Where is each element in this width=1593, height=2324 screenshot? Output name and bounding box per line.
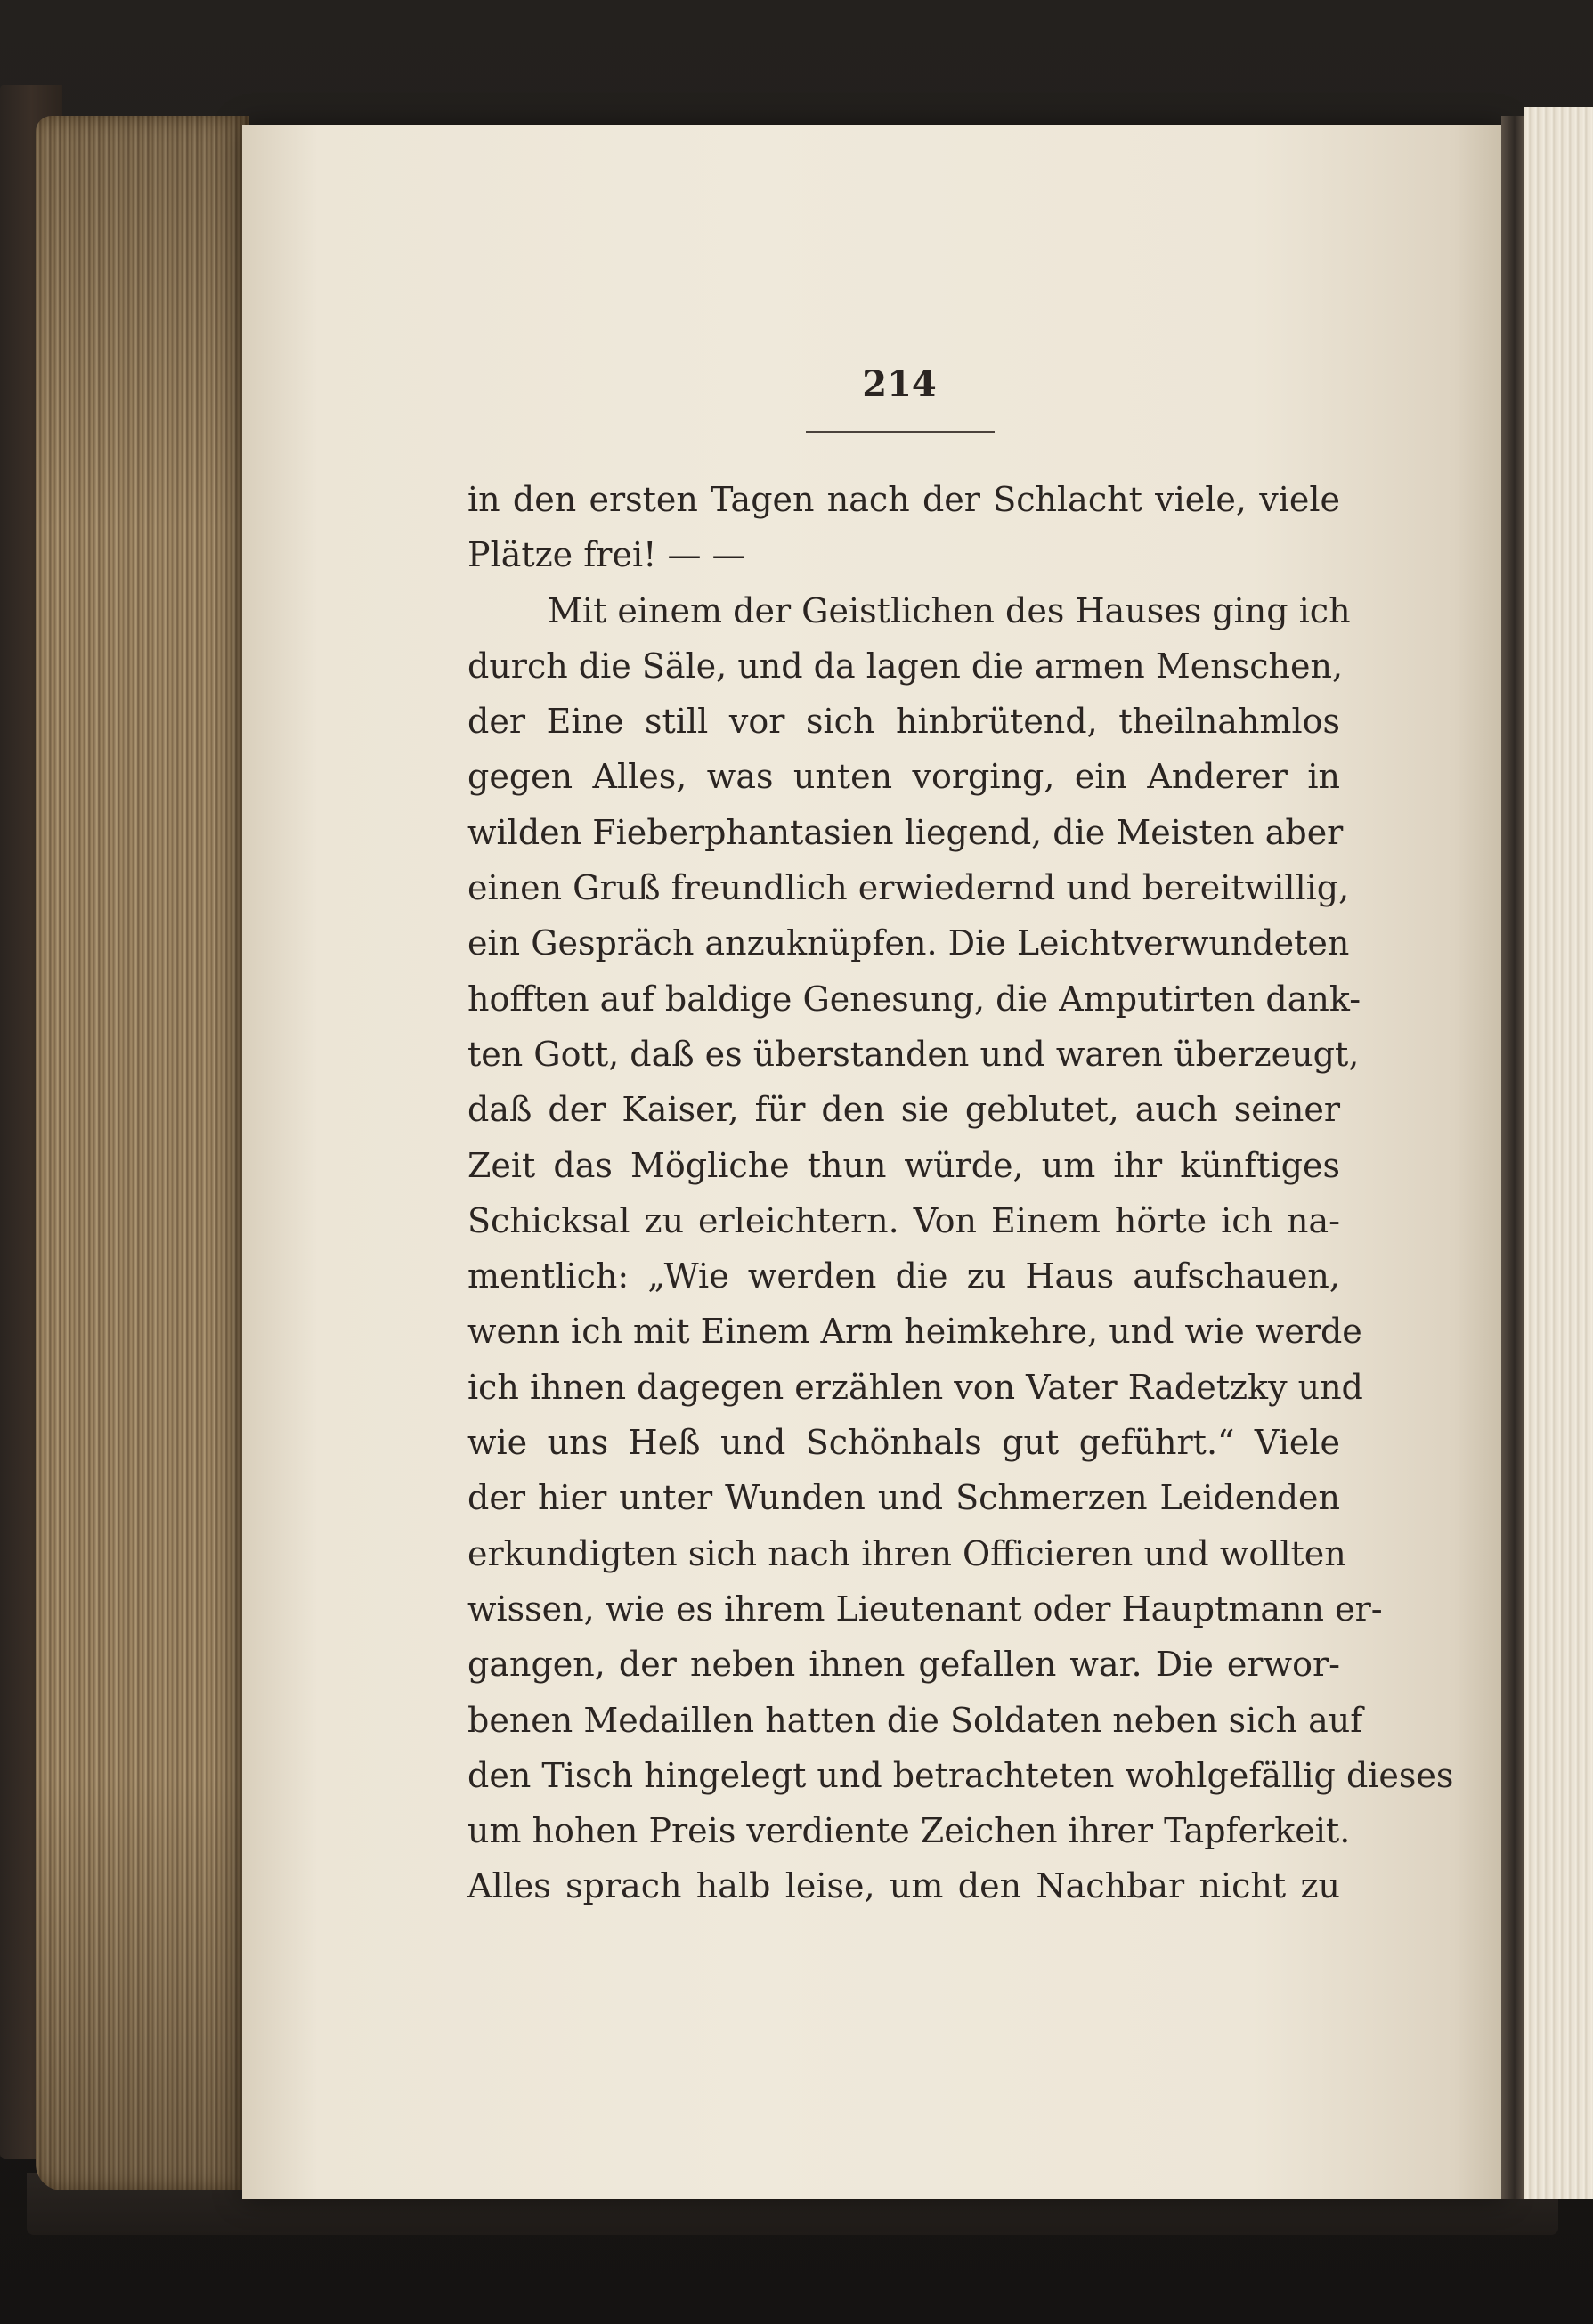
page-edges-shade [36,116,249,2190]
text-line: wilden Fieberphantasien liegend, die Meisten aber [467,812,1344,852]
text-line: gegen Alles, was unten vorging, ein Anderer in [467,757,1340,797]
page-body-text [467,472,1454,1914]
text-line: Alles sprach halb leise, um den Nachbar nicht zu [467,1866,1340,1906]
text-line: Plätze frei! — — [467,535,746,575]
text-line: um hohen Preis verdiente Zeichen ihrer Tapferkeit. [467,1811,1351,1851]
text-line: wie uns Heß und Schönhals gut geführt.“ Viele [467,1423,1340,1463]
text-line: ein Gespräch anzuknüpfen. Die Leichtverwundeten [467,923,1350,963]
text-line: Schicksal zu erleichtern. Von Einem hörte ich na- [467,1200,1340,1240]
text-line: gangen, der neben ihnen gefallen war. Die erwor- [467,1645,1340,1685]
text-line: hofften auf baldige Genesung, die Amputirten dank- [467,979,1361,1019]
page-number: 214 [862,363,937,405]
text-line: daß der Kaiser, für den sie geblutet, auch seiner [467,1090,1340,1130]
text-line: der Eine still vor sich hinbrütend, theilnahmlos [467,702,1340,742]
right-page-edge [1524,107,1593,2199]
text-line: wenn ich mit Einem Arm heimkehre, und wie werde [467,1312,1362,1352]
text-line: mentlich: „Wie werden die zu Haus aufschauen, [467,1256,1340,1296]
text-line: wissen, wie es ihrem Lieutenant oder Hauptmann er- [467,1589,1383,1629]
text-line: der hier unter Wunden und Schmerzen Leidenden [467,1478,1340,1518]
text-line: benen Medaillen hatten die Soldaten neben sich auf [467,1700,1363,1740]
text-line: ich ihnen dagegen erzählen von Vater Radetzky und [467,1367,1363,1407]
text-line: einen Gruß freundlich erwiedernd und bereitwillig, [467,868,1350,908]
text-line: Zeit das Mögliche thun würde, um ihr künftiges [467,1145,1340,1185]
text-line: erkundigten sich nach ihren Officieren und wollten [467,1533,1346,1573]
text-line: durch die Säle, und da lagen die armen Menschen, [467,646,1344,686]
text-line: den Tisch hingelegt und betrachteten wohlgefällig dieses [467,1755,1454,1795]
text-line: ten Gott, daß es überstanden und waren überzeugt, [467,1034,1360,1074]
text-line: Mit einem der Geistlichen des Hauses ging ich [548,590,1351,630]
text-line: in den ersten Tagen nach der Schlacht viele, viele [467,480,1340,519]
header-rule [806,431,995,433]
